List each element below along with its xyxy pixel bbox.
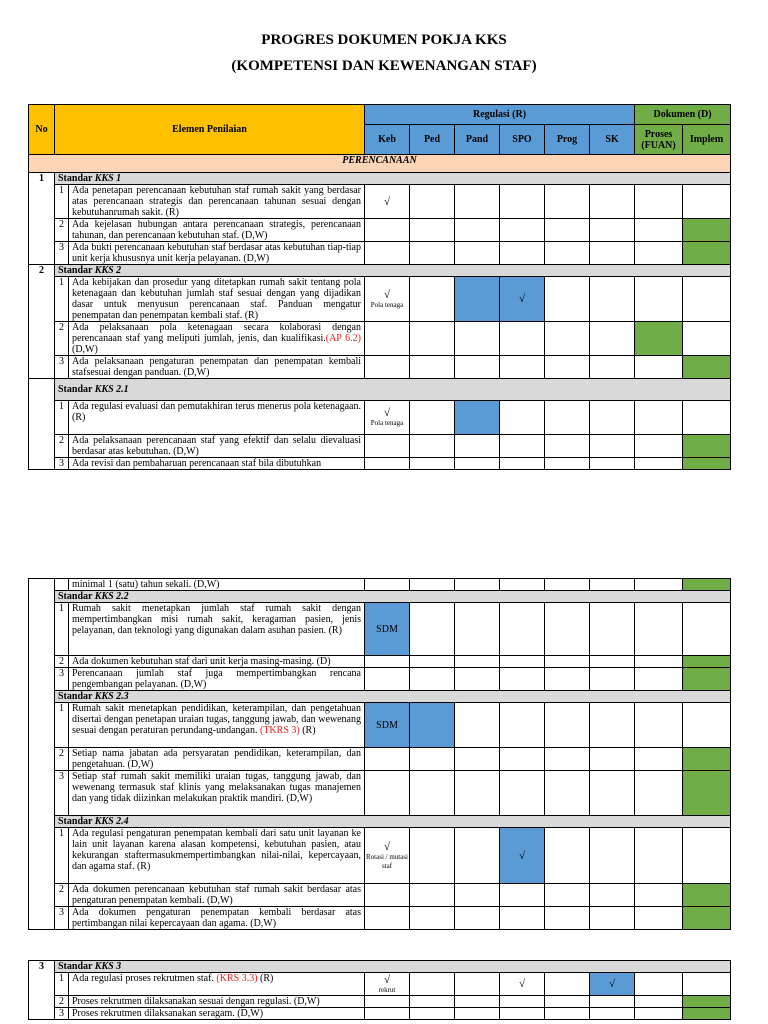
mark-check-spo: √ (500, 828, 545, 884)
item-kks2-1-2: Ada pelaksanaan perencanaan staf yang efektif dan selalu dievaluasi berdasar atas kebutuhan. (D,W) (69, 435, 365, 458)
item-number: 1 (55, 603, 69, 656)
standard-kks-1: Standar KKS 1 (55, 173, 731, 185)
item-number: 3 (55, 1008, 69, 1020)
standard-kks-2: Standar KKS 2 (55, 265, 731, 277)
item-number: 1 (55, 703, 69, 748)
header-dokumen: Dokumen (D) (635, 105, 731, 125)
item-kks2-3-2: Setiap nama jabatan ada persyaratan pendidikan, keterampilan, dan pengetahuan. (D,W) (69, 748, 365, 771)
section-perencanaan: PERENCANAAN (29, 155, 731, 173)
implem-done (683, 435, 731, 458)
progress-table-page-1 (28, 104, 731, 470)
item-number: 2 (55, 219, 69, 242)
item-number: 2 (55, 996, 69, 1008)
item-kks2-1-1: Ada regulasi evaluasi dan pemutakhiran terus menerus pola ketenagaan. (R) (69, 401, 365, 435)
item-kks3-2: Proses rekrutmen dilaksanakan sesuai dengan regulasi. (D,W) (69, 996, 365, 1008)
item-kks2-4-2: Ada dokumen perencanaan kebutuhan staf rumah sakit berdasar atas pengaturan penempatan kembali. (D,W) (69, 884, 365, 907)
item-number: 2 (55, 322, 69, 356)
item-number: 3 (55, 242, 69, 265)
mark-check-sk: √ (590, 973, 635, 996)
mark-check-rotasi: √ Rotasi / mutasi staf (365, 828, 410, 884)
implem-done (683, 771, 731, 816)
item-number: 2 (55, 656, 69, 668)
proses-done (635, 322, 683, 356)
item-kks2-1: Ada kebijakan dan prosedur yang ditetapkan rumah sakit tentang pola ketenagaan dan kebutuhan jumlah staf sesuai dengan yang dijadikan dasar untuk menyusun perencanaan staf. Panduan mengatur penempatan dan penempatan kembali staf. (R) (69, 277, 365, 322)
header-pand: Pand (455, 125, 500, 155)
item-number: 1 (55, 401, 69, 435)
item-kks2-2-1: Rumah sakit menetapkan jumlah staf rumah sakit dengan mempertimbangkan misi rumah sakit, keragaman pasien, jenis pelayanan, dan teknologi yang digunakan dalam asuhan pasien. (R) (69, 603, 365, 656)
header-keb: Keb (365, 125, 410, 155)
header-spo: SPO (500, 125, 545, 155)
item-number: 2 (55, 435, 69, 458)
document-title: PROGRES DOKUMEN POKJA KKS (261, 32, 507, 48)
header-implem: Implem (683, 125, 731, 155)
item-kks1-1: Ada penetapan perencanaan kebutuhan staf rumah sakit yang berdasar atas perencanaan strategis dan perencanaan tahunan sesuai dengan kebutuhanrumah sakit. (R) (69, 185, 365, 219)
progress-table-page-2-kks3 (28, 960, 731, 1020)
item-number: 3 (55, 771, 69, 816)
item-number: 3 (55, 907, 69, 930)
item-number: 1 (55, 828, 69, 884)
item-kks2-1-3-cont: minimal 1 (satu) tahun sekali. (D,W) (69, 579, 365, 591)
header-regulasi: Regulasi (R) (365, 105, 635, 125)
header-prog: Prog (545, 125, 590, 155)
standard-number: 1 (29, 173, 55, 265)
standard-kks-3: Standar KKS 3 (55, 961, 731, 973)
implem-done (683, 748, 731, 771)
implem-done (683, 219, 731, 242)
item-kks1-2: Ada kejelasan hubungan antara perencanaan strategis, perencanaan tahunan, dan perencanaan kebutuhan staf. (D,W) (69, 219, 365, 242)
standard-kks-2-4: Standar KKS 2.4 (55, 816, 731, 828)
implem-done (683, 1008, 731, 1020)
implem-done (683, 907, 731, 930)
item-number: 3 (55, 668, 69, 691)
item-number: 3 (55, 458, 69, 470)
implem-done (683, 356, 731, 379)
item-kks3-1: Ada regulasi proses rekrutmen staf. (KRS 3.3) (R) (69, 973, 365, 996)
item-kks3-3: Proses rekrutmen dilaksanakan seragam. (D,W) (69, 1008, 365, 1020)
standard-number: 2 (29, 265, 55, 379)
header-elemen-penilaian: Elemen Penilaian (55, 105, 365, 155)
ped-filled (410, 703, 455, 748)
implem-done (683, 579, 731, 591)
pand-filled (455, 277, 500, 322)
item-kks2-3-3: Setiap staf rumah sakit memiliki uraian tugas, tanggung jawab, dan wewenang termasuk staf klinis yang melaksanakan tugas manajemen dan yang tidak diizinkan melakukan praktik mandiri. (D,W) (69, 771, 365, 816)
header-proses: Proses (FUAN) (635, 125, 683, 155)
item-kks2-4-1: Ada regulasi pengaturan penempatan kembali dari satu unit layanan ke lain unit layanan karena alasan kompetensi, kebutuhan pasien, atau kekurangan staftermasukmempertimbangkan nilai-nilai, kepercayaan, dan agama staf. (R) (69, 828, 365, 884)
mark-check-rekrut: √ rekrut (365, 973, 410, 996)
document-subtitle: (KOMPETENSI DAN KEWENANGAN STAF) (231, 58, 537, 74)
item-kks1-3: Ada bukti perencanaan kebutuhan staf berdasar atas kebutuhan tiap-tiap unit kerja khususnya unit kerja pelayanan. (D,W) (69, 242, 365, 265)
standard-number: 3 (29, 961, 55, 1020)
item-kks2-1-3: Ada revisi dan pembaharuan perencanaan staf bila dibutuhkan (69, 458, 365, 470)
pand-filled (455, 401, 500, 435)
item-kks2-3: Ada pelaksanaan pengaturan penempatan dan penempatan kembali stafsesuai dengan panduan. (D,W) (69, 356, 365, 379)
item-number: 1 (55, 185, 69, 219)
implem-done (683, 884, 731, 907)
mark-check-pola-tenaga: √ Pola tenaga (365, 401, 410, 435)
implem-done (683, 242, 731, 265)
standard-kks-2-3: Standar KKS 2.3 (55, 691, 731, 703)
implem-done (683, 668, 731, 691)
item-number: 1 (55, 277, 69, 322)
header-no: No (29, 105, 55, 155)
item-kks2-2: Ada pelaksanaan pola ketenagaan secara kolaborasi dengan perencanaan staf yang meliputi jumlah, jenis, dan kualifikasi.(AP 6.2)(D,W) (69, 322, 365, 356)
implem-done (683, 996, 731, 1008)
progress-table-page-2 (28, 578, 731, 930)
item-kks2-4-3: Ada dokumen pengaturan penempatan kembali berdasar atas pertimbangan nilai kepercayaan dan agama. (D,W) (69, 907, 365, 930)
header-sk: SK (590, 125, 635, 155)
item-number: 2 (55, 884, 69, 907)
mark-check-pola-tenaga: √ Pola tenaga (365, 277, 410, 322)
mark-sdm: SDM (365, 703, 410, 748)
implem-done (683, 656, 731, 668)
item-number: 3 (55, 356, 69, 379)
header-ped: Ped (410, 125, 455, 155)
item-kks2-2-3: Perencanaan jumlah staf juga mempertimbangkan rencana pengembangan pelayanan. (D,W) (69, 668, 365, 691)
item-kks2-2-2: Ada dokumen kebutuhan staf dari unit kerja masing-masing. (D) (69, 656, 365, 668)
mark-check-spo: √ (500, 277, 545, 322)
item-kks2-3-1: Rumah sakit menetapkan pendidikan, keterampilan, dan pengetahuan disertai dengan penetapan uraian tugas, tanggung jawab, dan wewenang sesuai dengan peraturan perundang-undangan. (TKRS 3) (R) (69, 703, 365, 748)
implem-done (683, 458, 731, 470)
item-number: 2 (55, 748, 69, 771)
mark-check-spo: √ (500, 973, 545, 996)
item-number: 1 (55, 973, 69, 996)
mark-sdm: SDM (365, 603, 410, 656)
mark-check: √ (365, 185, 410, 219)
standard-kks-2-2: Standar KKS 2.2 (55, 591, 731, 603)
standard-kks-2-1: Standar KKS 2.1 (55, 379, 731, 401)
